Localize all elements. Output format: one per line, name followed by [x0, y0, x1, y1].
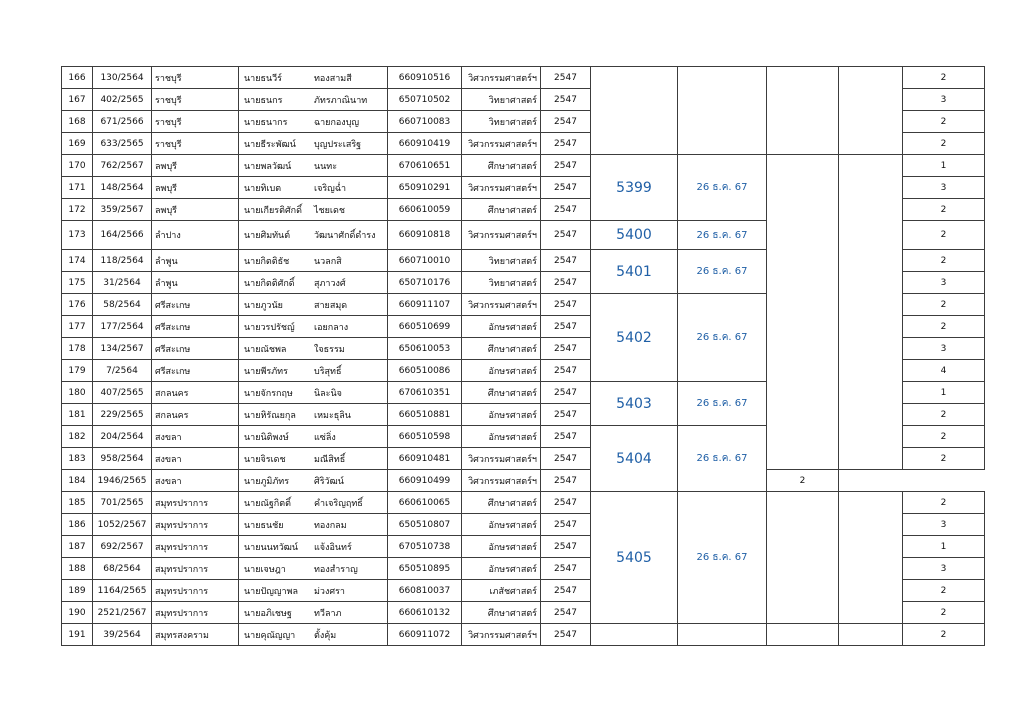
province: ราชบุรี [152, 133, 239, 155]
student-code: 660610059 [388, 199, 462, 221]
year: 2547 [541, 448, 591, 470]
row-number: 167 [62, 89, 93, 111]
student-name [239, 602, 388, 624]
last-name: ม่วงศรา [314, 586, 345, 597]
faculty: ศึกษาศาสตร์ [462, 199, 541, 221]
student-name [239, 133, 388, 155]
case-number: 407/2565 [93, 382, 152, 404]
student-code: 660910499 [388, 470, 462, 492]
last-name: ทองสามสี [314, 73, 352, 84]
student-name [239, 294, 388, 316]
last-name: บุญประเสริฐ [314, 139, 362, 150]
row-number: 177 [62, 316, 93, 338]
province: ลพบุรี [152, 199, 239, 221]
province: ลพบุรี [152, 155, 239, 177]
row-number: 166 [62, 67, 93, 89]
year: 2547 [541, 536, 591, 558]
student-code: 650910291 [388, 177, 462, 199]
count: 2 [903, 67, 985, 89]
table-row [62, 155, 985, 177]
table-row [62, 492, 985, 514]
student-name [239, 514, 388, 536]
first-name: นายณัชพล [244, 344, 287, 355]
row-number: 188 [62, 558, 93, 580]
faculty: เภสัชศาสตร์ [462, 580, 541, 602]
row-number: 186 [62, 514, 93, 536]
province: ราชบุรี [152, 111, 239, 133]
case-number: 39/2564 [93, 624, 152, 646]
reply-date [839, 492, 903, 624]
case-number: 1052/2567 [93, 514, 152, 536]
reply-reference [767, 67, 839, 155]
student-name [239, 536, 388, 558]
student-code: 650710176 [388, 272, 462, 294]
province: ศรีสะเกษ [152, 294, 239, 316]
year: 2547 [541, 558, 591, 580]
case-number: 1946/2565 [93, 470, 152, 492]
faculty: อักษรศาสตร์ [462, 514, 541, 536]
document-date [678, 67, 767, 155]
last-name: มณีสิทธิ์ [314, 454, 346, 465]
count: 2 [903, 294, 985, 316]
faculty: อักษรศาสตร์ [462, 404, 541, 426]
document-number [591, 624, 678, 646]
year: 2547 [541, 89, 591, 111]
faculty: วิศวกรรมศาสตร์ฯ [462, 294, 541, 316]
student-name [239, 338, 388, 360]
student-code: 660610132 [388, 602, 462, 624]
student-code: 650510807 [388, 514, 462, 536]
faculty: อักษรศาสตร์ [462, 558, 541, 580]
last-name: เอยกลาง [314, 322, 349, 333]
faculty: ศึกษาศาสตร์ [462, 155, 541, 177]
first-name: นายเจษฎา [244, 564, 286, 575]
first-name: นายศิมทันต์ [244, 231, 291, 241]
last-name: ตั้งคุ้ม [314, 630, 337, 641]
province: ลำพูน [152, 272, 239, 294]
province: ลพบุรี [152, 177, 239, 199]
count: 2 [903, 111, 985, 133]
faculty: วิศวกรรมศาสตร์ฯ [462, 624, 541, 646]
student-name [239, 558, 388, 580]
count: 2 [903, 426, 985, 448]
faculty: วิศวกรรมศาสตร์ฯ [462, 133, 541, 155]
student-code: 670510738 [388, 536, 462, 558]
last-name: ฉายกองบุญ [314, 117, 360, 128]
province: สมุทรปราการ [152, 514, 239, 536]
student-code: 660610065 [388, 492, 462, 514]
row-number: 181 [62, 404, 93, 426]
last-name: ศิริวัฒน์ [314, 476, 344, 487]
case-number: 958/2564 [93, 448, 152, 470]
student-code: 650610053 [388, 338, 462, 360]
reply-date [839, 67, 903, 155]
student-code: 670610351 [388, 382, 462, 404]
count: 1 [903, 536, 985, 558]
row-number: 187 [62, 536, 93, 558]
count: 2 [903, 133, 985, 155]
province: สงขลา [152, 426, 239, 448]
province: สกลนคร [152, 382, 239, 404]
student-name [239, 199, 388, 221]
roster-table [61, 66, 985, 646]
first-name: นายเกียรติศักดิ์ [244, 205, 302, 216]
reply-reference [767, 492, 839, 624]
last-name: แซ่ลิ่ง [314, 432, 336, 443]
case-number: 701/2565 [93, 492, 152, 514]
reply-reference [767, 624, 839, 646]
student-name [239, 272, 388, 294]
student-name [239, 404, 388, 426]
student-code: 650710502 [388, 89, 462, 111]
count: 2 [903, 624, 985, 646]
table-row [62, 67, 985, 89]
student-name [239, 382, 388, 404]
year: 2547 [541, 470, 591, 492]
year: 2547 [541, 316, 591, 338]
count: 2 [903, 602, 985, 624]
year: 2547 [541, 294, 591, 316]
faculty: อักษรศาสตร์ [462, 360, 541, 382]
case-number: 204/2564 [93, 426, 152, 448]
count: 2 [903, 492, 985, 514]
first-name: นายคุณัญญา [244, 630, 296, 641]
student-name [239, 470, 388, 492]
document-date: 26 ธ.ค. 67 [678, 426, 767, 492]
faculty: อักษรศาสตร์ [462, 536, 541, 558]
first-name: นายธีระพัฒน์ [244, 139, 296, 150]
count: 2 [903, 221, 985, 250]
count: 1 [903, 155, 985, 177]
row-number: 171 [62, 177, 93, 199]
year: 2547 [541, 360, 591, 382]
first-name: นายธนากร [244, 117, 288, 128]
first-name: นายจิรเดช [244, 454, 286, 465]
year: 2547 [541, 624, 591, 646]
count: 2 [767, 470, 839, 492]
first-name: นายวรปรัชญ์ [244, 322, 295, 333]
document-number: 5399 [591, 155, 678, 221]
year: 2547 [541, 382, 591, 404]
reply-date [839, 624, 903, 646]
count: 3 [903, 89, 985, 111]
row-number: 191 [62, 624, 93, 646]
first-name: นายธนวีร์ [244, 73, 283, 84]
case-number: 7/2564 [93, 360, 152, 382]
document-number: 5405 [591, 492, 678, 624]
table-row [62, 470, 985, 492]
student-name [239, 492, 388, 514]
year: 2547 [541, 272, 591, 294]
count: 3 [903, 338, 985, 360]
student-name [239, 177, 388, 199]
student-code: 660910516 [388, 67, 462, 89]
document-number: 5404 [591, 426, 678, 492]
year: 2547 [541, 133, 591, 155]
student-code: 660910481 [388, 448, 462, 470]
province: สมุทรสงคราม [152, 624, 239, 646]
last-name: ทวีลาภ [314, 608, 342, 619]
student-name [239, 580, 388, 602]
student-name [239, 155, 388, 177]
document-date: 26 ธ.ค. 67 [678, 382, 767, 426]
case-number: 633/2565 [93, 133, 152, 155]
faculty: วิศวกรรมศาสตร์ฯ [462, 448, 541, 470]
faculty: ศึกษาศาสตร์ [462, 492, 541, 514]
province: ราชบุรี [152, 89, 239, 111]
row-number: 178 [62, 338, 93, 360]
province: สงขลา [152, 470, 239, 492]
case-number: 177/2564 [93, 316, 152, 338]
province: สมุทรปราการ [152, 536, 239, 558]
first-name: นายนิติพงษ์ [244, 432, 289, 443]
year: 2547 [541, 426, 591, 448]
document-date: 26 ธ.ค. 67 [678, 155, 767, 221]
student-code: 660910818 [388, 221, 462, 250]
student-name [239, 624, 388, 646]
year: 2547 [541, 177, 591, 199]
province: สมุทรปราการ [152, 580, 239, 602]
row-number: 170 [62, 155, 93, 177]
row-number: 169 [62, 133, 93, 155]
faculty: วิทยาศาสตร์ [462, 111, 541, 133]
case-number: 31/2564 [93, 272, 152, 294]
year: 2547 [541, 221, 591, 250]
document-date [678, 624, 767, 646]
document-number [591, 67, 678, 155]
faculty: อักษรศาสตร์ [462, 316, 541, 338]
case-number: 68/2564 [93, 558, 152, 580]
first-name: นายภูมิภัทร [244, 476, 290, 487]
province: สมุทรปราการ [152, 602, 239, 624]
student-code: 660810037 [388, 580, 462, 602]
student-name [239, 360, 388, 382]
document-number: 5403 [591, 382, 678, 426]
document-date: 26 ธ.ค. 67 [678, 250, 767, 294]
year: 2547 [541, 111, 591, 133]
faculty: วิทยาศาสตร์ [462, 272, 541, 294]
last-name: สุภาวงศ์ [314, 278, 346, 289]
first-name: นายพลวัฒน์ [244, 161, 292, 172]
province: ลำปาง [152, 221, 239, 250]
first-name: นายทิเบต [244, 183, 282, 194]
student-code: 660510699 [388, 316, 462, 338]
case-number: 134/2567 [93, 338, 152, 360]
first-name: นายภูวนัย [244, 300, 283, 311]
province: สงขลา [152, 448, 239, 470]
faculty: ศึกษาศาสตร์ [462, 602, 541, 624]
faculty: วิศวกรรมศาสตร์ฯ [462, 67, 541, 89]
first-name: นายนนทวัฒน์ [244, 542, 299, 553]
document-number: 5402 [591, 294, 678, 382]
case-number: 671/2566 [93, 111, 152, 133]
row-number: 184 [62, 470, 93, 492]
province: ศรีสะเกษ [152, 360, 239, 382]
row-number: 176 [62, 294, 93, 316]
reply-date [839, 155, 903, 470]
row-number: 185 [62, 492, 93, 514]
last-name: ใจธรรม [314, 344, 345, 355]
student-name [239, 316, 388, 338]
first-name: นายปัญญาพล [244, 586, 299, 597]
row-number: 190 [62, 602, 93, 624]
case-number: 402/2565 [93, 89, 152, 111]
case-number: 148/2564 [93, 177, 152, 199]
case-number: 762/2567 [93, 155, 152, 177]
student-name [239, 448, 388, 470]
table-body [62, 67, 985, 646]
last-name: เหมะธุลิน [314, 410, 351, 421]
case-number: 2521/2567 [93, 602, 152, 624]
last-name: บริสุทธิ์ [314, 366, 342, 377]
student-code: 660710083 [388, 111, 462, 133]
year: 2547 [541, 492, 591, 514]
student-name [239, 89, 388, 111]
student-name [239, 426, 388, 448]
row-number: 179 [62, 360, 93, 382]
last-name: วัฒนาศักดิ์ดำรง [314, 231, 376, 241]
last-name: นิละนิจ [314, 388, 342, 399]
last-name: คำเจริญฤทธิ์ [314, 498, 363, 509]
count: 2 [903, 316, 985, 338]
row-number: 168 [62, 111, 93, 133]
document-date: 26 ธ.ค. 67 [678, 492, 767, 624]
student-code: 660910419 [388, 133, 462, 155]
document-date: 26 ธ.ค. 67 [678, 221, 767, 250]
student-name [239, 111, 388, 133]
row-number: 189 [62, 580, 93, 602]
faculty: ศึกษาศาสตร์ [462, 382, 541, 404]
student-code: 660911107 [388, 294, 462, 316]
student-code: 660510086 [388, 360, 462, 382]
first-name: นายพีรภัทร [244, 366, 288, 377]
first-name: นายกิตติธัช [244, 256, 290, 267]
row-number: 182 [62, 426, 93, 448]
year: 2547 [541, 514, 591, 536]
row-number: 174 [62, 250, 93, 272]
row-number: 175 [62, 272, 93, 294]
case-number: 229/2565 [93, 404, 152, 426]
year: 2547 [541, 199, 591, 221]
first-name: นายกิตติศักดิ์ [244, 278, 295, 289]
count: 3 [903, 177, 985, 199]
student-name [239, 67, 388, 89]
first-name: นายอภิเชษฐ [244, 608, 292, 619]
row-number: 183 [62, 448, 93, 470]
last-name: ทองสำราญ [314, 564, 358, 575]
province: ศรีสะเกษ [152, 338, 239, 360]
student-code: 670610651 [388, 155, 462, 177]
row-number: 172 [62, 199, 93, 221]
last-name: ไชยเดช [314, 205, 345, 216]
count: 3 [903, 558, 985, 580]
student-code: 660510598 [388, 426, 462, 448]
document-date: 26 ธ.ค. 67 [678, 294, 767, 382]
first-name: นายธนกร [244, 95, 283, 106]
faculty: ศึกษาศาสตร์ [462, 338, 541, 360]
case-number: 130/2564 [93, 67, 152, 89]
faculty: วิทยาศาสตร์ [462, 250, 541, 272]
student-code: 660710010 [388, 250, 462, 272]
student-name [239, 221, 388, 250]
document-number: 5401 [591, 250, 678, 294]
faculty: วิทยาศาสตร์ [462, 89, 541, 111]
count: 1 [903, 382, 985, 404]
last-name: ภัทรภาณินาท [314, 95, 368, 106]
row-number: 180 [62, 382, 93, 404]
student-code: 660510881 [388, 404, 462, 426]
first-name: นายจักรกฤษ [244, 388, 293, 399]
province: สกลนคร [152, 404, 239, 426]
count: 4 [903, 360, 985, 382]
document-number: 5400 [591, 221, 678, 250]
faculty: วิศวกรรมศาสตร์ฯ [462, 221, 541, 250]
first-name: นายหิรัณยกุล [244, 410, 296, 421]
count: 2 [903, 448, 985, 470]
student-name [239, 250, 388, 272]
last-name: แจ้งอินทร์ [314, 542, 352, 553]
faculty: วิศวกรรมศาสตร์ฯ [462, 470, 541, 492]
province: สมุทรปราการ [152, 558, 239, 580]
last-name: สายสมุด [314, 300, 348, 311]
student-code: 660911072 [388, 624, 462, 646]
case-number: 58/2564 [93, 294, 152, 316]
faculty: วิศวกรรมศาสตร์ฯ [462, 177, 541, 199]
province: ราชบุรี [152, 67, 239, 89]
student-code: 650510895 [388, 558, 462, 580]
case-number: 692/2567 [93, 536, 152, 558]
first-name: นายณัฐกิตติ์ [244, 498, 291, 509]
case-number: 359/2567 [93, 199, 152, 221]
province: ศรีสะเกษ [152, 316, 239, 338]
case-number: 164/2566 [93, 221, 152, 250]
year: 2547 [541, 250, 591, 272]
table-row [62, 624, 985, 646]
last-name: นวลกสิ [314, 256, 342, 267]
year: 2547 [541, 67, 591, 89]
year: 2547 [541, 580, 591, 602]
case-number: 1164/2565 [93, 580, 152, 602]
count: 3 [903, 514, 985, 536]
year: 2547 [541, 338, 591, 360]
count: 2 [903, 250, 985, 272]
last-name: เจริญฉ่ำ [314, 183, 347, 194]
first-name: นายธนชัย [244, 520, 284, 531]
year: 2547 [541, 404, 591, 426]
row-number: 173 [62, 221, 93, 250]
reply-reference [767, 155, 839, 470]
last-name: ทองกลม [314, 520, 347, 531]
last-name: นนทะ [314, 161, 338, 172]
faculty: อักษรศาสตร์ [462, 426, 541, 448]
province: ลำพูน [152, 250, 239, 272]
year: 2547 [541, 602, 591, 624]
count: 3 [903, 272, 985, 294]
year: 2547 [541, 155, 591, 177]
count: 2 [903, 580, 985, 602]
count: 2 [903, 199, 985, 221]
case-number: 118/2564 [93, 250, 152, 272]
count: 2 [903, 404, 985, 426]
province: สมุทรปราการ [152, 492, 239, 514]
